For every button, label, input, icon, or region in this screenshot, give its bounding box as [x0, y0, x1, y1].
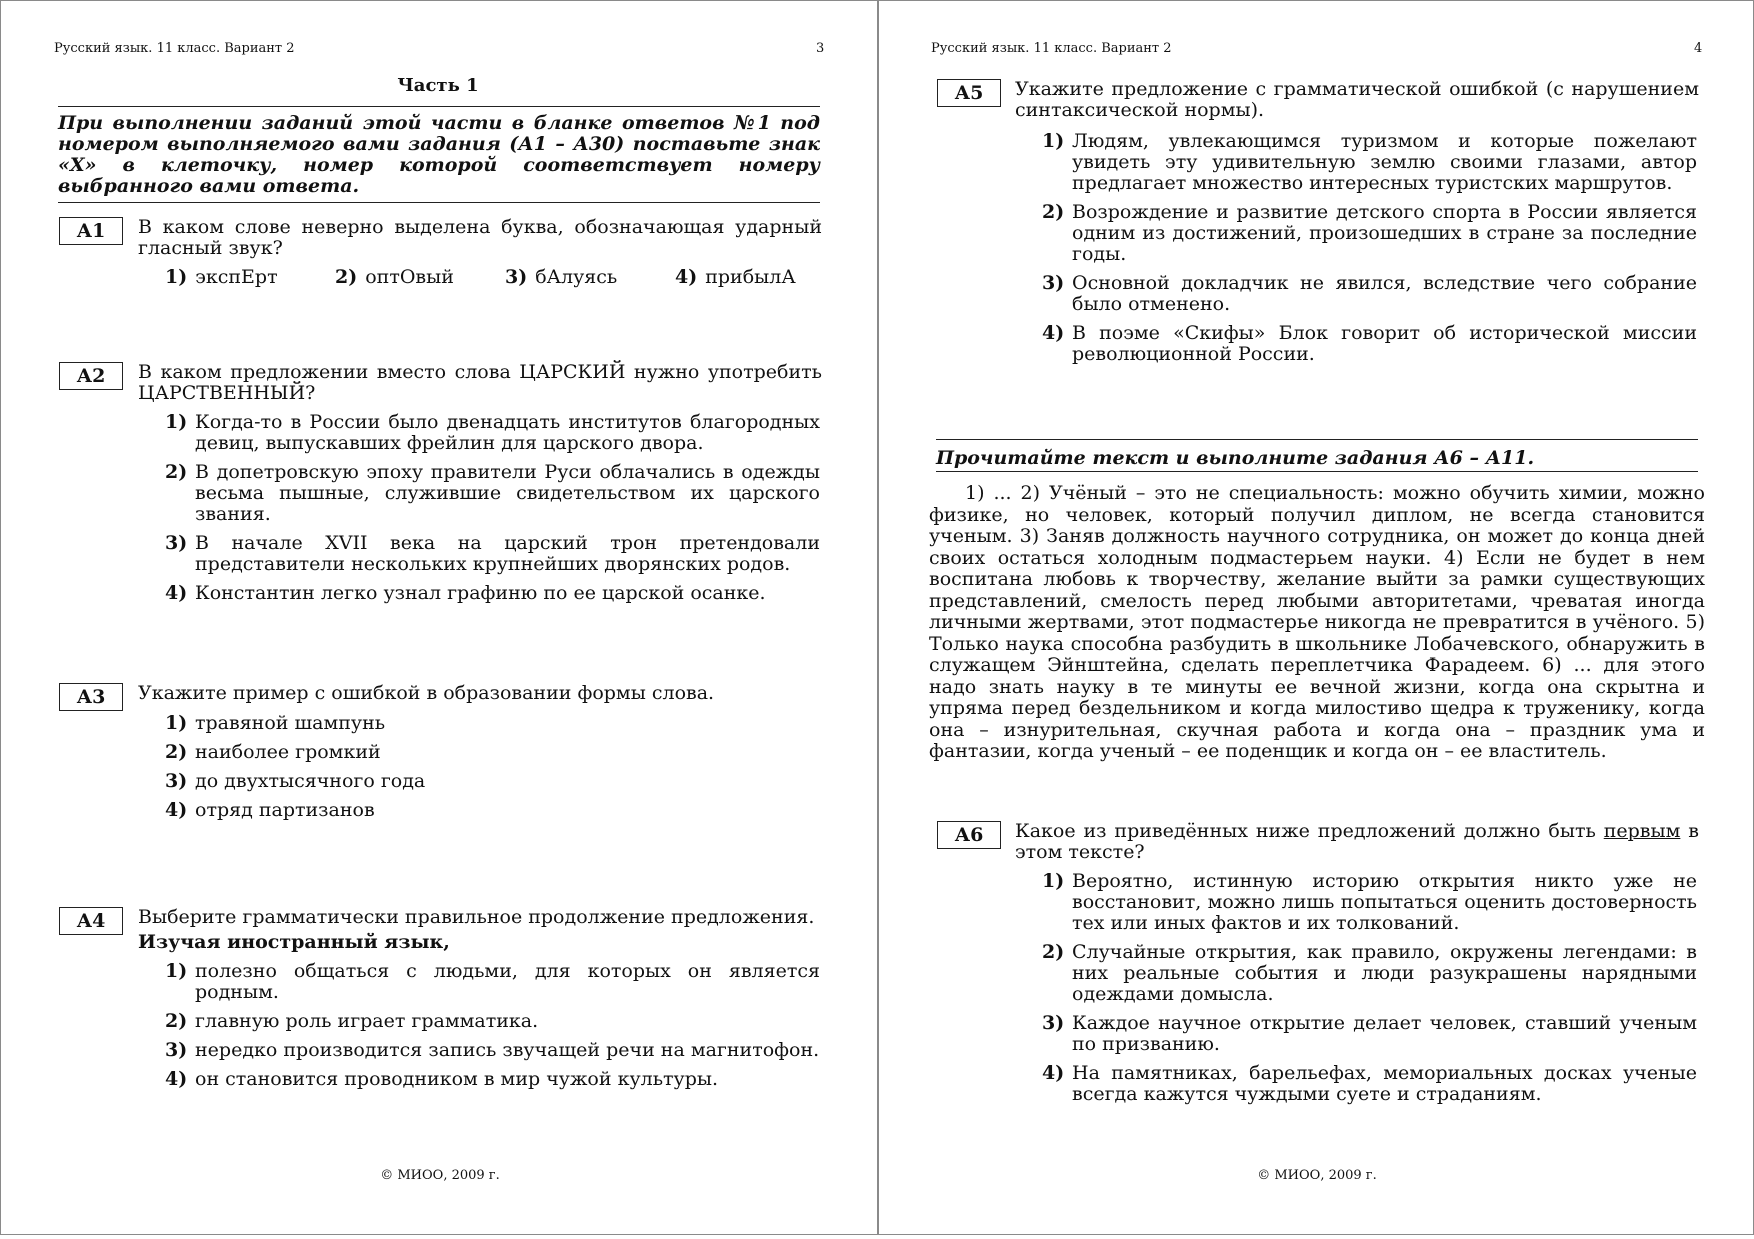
option: 3) В начале XVII века на царский трон претендовали представители нескольких крупнейших дворянских родов.: [165, 532, 820, 575]
option: 1) Когда-то в России было двенадцать институтов благородных девиц, выпускавших фрейлин для царского двора.: [165, 411, 820, 454]
part-title: Часть 1: [397, 75, 479, 96]
question-a6: Какое из приведённых ниже предложений должно быть первым в этом тексте?: [1015, 820, 1699, 863]
option: 2) наиболее громкий: [165, 741, 381, 763]
option: 4) Константин легко узнал графиню по ее царской осанке.: [165, 582, 766, 604]
option: 2) главную роль играет грамматика.: [165, 1010, 539, 1032]
divider: [936, 471, 1698, 472]
page-header: Русский язык. 11 класс. Вариант 2: [931, 41, 1172, 56]
page-number: 4: [1694, 41, 1703, 56]
task-label-a5: А5: [937, 79, 1001, 107]
task-label-a6: А6: [937, 821, 1001, 849]
option: 3) нередко производится запись звучащей речи на магнитофон.: [165, 1039, 820, 1061]
option: 1) полезно общаться с людьми, для которых он является родным.: [165, 960, 820, 1003]
right-page: [878, 0, 1754, 1235]
option: 1) травяной шампунь: [165, 712, 386, 734]
underlined-word: первым: [1603, 820, 1681, 842]
option: 4) В поэме «Скифы» Блок говорит об исторической миссии революционной России.: [1042, 322, 1697, 365]
option: 4) прибылА: [675, 266, 796, 288]
page-header: Русский язык. 11 класс. Вариант 2: [54, 41, 295, 56]
page-footer: © МИОО, 2009 г.: [380, 1168, 500, 1183]
divider: [58, 202, 820, 203]
sentence-stem: Изучая иностранный язык,: [138, 931, 450, 953]
option: 3) Каждое научное открытие делает человек, ставший ученым по призванию.: [1042, 1012, 1697, 1055]
option: 3) до двухтысячного года: [165, 770, 426, 792]
task-label-a4: А4: [59, 907, 123, 935]
option: 1) Вероятно, истинную историю открытия никто уже не восстановит, можно лишь попытаться оценить достоверность тех или иных фактов и их толкований.: [1042, 870, 1697, 934]
option: 2) В допетровскую эпоху правители Руси облачались в одежды весьма пышные, служившие свидетельством их царского звания.: [165, 461, 820, 525]
divider: [936, 439, 1698, 440]
options-a1: [165, 266, 845, 288]
option: 4) отряд партизанов: [165, 799, 375, 821]
option: 3) Основной докладчик не явился, вследствие чего собрание было отменено.: [1042, 272, 1697, 315]
left-page: [0, 0, 878, 1235]
options-a3: [165, 713, 820, 829]
question-a2: В каком предложении вместо слова ЦАРСКИЙ нужно употребить ЦАРСТВЕННЫЙ?: [138, 361, 822, 404]
page-footer: © МИОО, 2009 г.: [1257, 1168, 1377, 1183]
question-a4: [138, 907, 822, 953]
task-label-a1: А1: [59, 217, 123, 245]
reading-title: Прочитайте текст и выполните задания А6 – А11.: [936, 447, 1535, 469]
question-a3: Укажите пример с ошибкой в образовании формы слова.: [138, 682, 715, 704]
options-a4: [165, 961, 820, 1098]
option: 3) бАлуясь: [505, 266, 618, 288]
options-a6: [1042, 871, 1697, 1113]
option: 2) оптОвый: [335, 266, 454, 288]
question-a5: Укажите предложение с грамматической ошибкой (с нарушением синтаксической нормы).: [1015, 78, 1699, 121]
option: 4) он становится проводником в мир чужой культуры.: [165, 1068, 719, 1090]
task-label-a2: А2: [59, 362, 123, 390]
options-a5: [1042, 131, 1697, 373]
question-a1: В каком слове неверно выделена буква, обозначающая ударный гласный звук?: [138, 216, 822, 259]
option: 1) Людям, увлекающимся туризмом и которые пожелают увидеть эту удивительную землю своими глазами, автор предлагает множество интересных туристских маршрутов.: [1042, 130, 1697, 194]
divider: [58, 106, 820, 107]
option: 1) экспЕрт: [165, 266, 278, 288]
page-number: 3: [816, 41, 825, 56]
option: 4) На памятниках, барельефах, мемориальных досках ученые всегда кажутся чуждыми суете и страданиям.: [1042, 1062, 1697, 1105]
reading-text: 1) ... 2) Учёный – это не специальность: можно обучить химии, можно физике, но человек, который получил диплом, не всегда становится ученым. 3) Заняв должность научного сотрудника, он может до конца дней своих остаться холодным подмастерьем науки. 4) Если не будет в нем воспитана любовь к творчеству, желание выйти за рамки существующих представлений, смелость перед любыми авторитетами, чреватая иногда личными жертвами, этот подмастерье никогда не превратится в учёного. 5) Только наука способна разбудить в школьнике Лобачевского, обнаружить в служащем Эйнштейна, сделать переплетчика Фарадеем. 6) ... для этого надо знать науку в те минуты ее вечной жизни, когда она скрытна и упряма перед бездельником и когда милостиво щедра к труженику, когда она – изнурительная, скучная работа и когда она – праздник ума и фантазии, когда ученый – ее поденщик и когда он – ее властитель.: [929, 482, 1705, 762]
instructions: При выполнении заданий этой части в бланке ответов №1 под номером выполняемого вами задания (А1 – А30) поставьте знак «Х» в клеточку, номер которой соответствует номеру выбранного вами ответа.: [58, 112, 820, 197]
options-a2: [165, 412, 820, 612]
task-label-a3: А3: [59, 683, 123, 711]
option: 2) Случайные открытия, как правило, окружены легендами: в них реальные события и люди разукрашены нарядными одеждами домысла.: [1042, 941, 1697, 1005]
option: 2) Возрождение и развитие детского спорта в России является одним из достижений, произошедших в стране за последние годы.: [1042, 201, 1697, 265]
question-text: Выберите грамматически правильное продолжение предложения.: [138, 906, 815, 928]
